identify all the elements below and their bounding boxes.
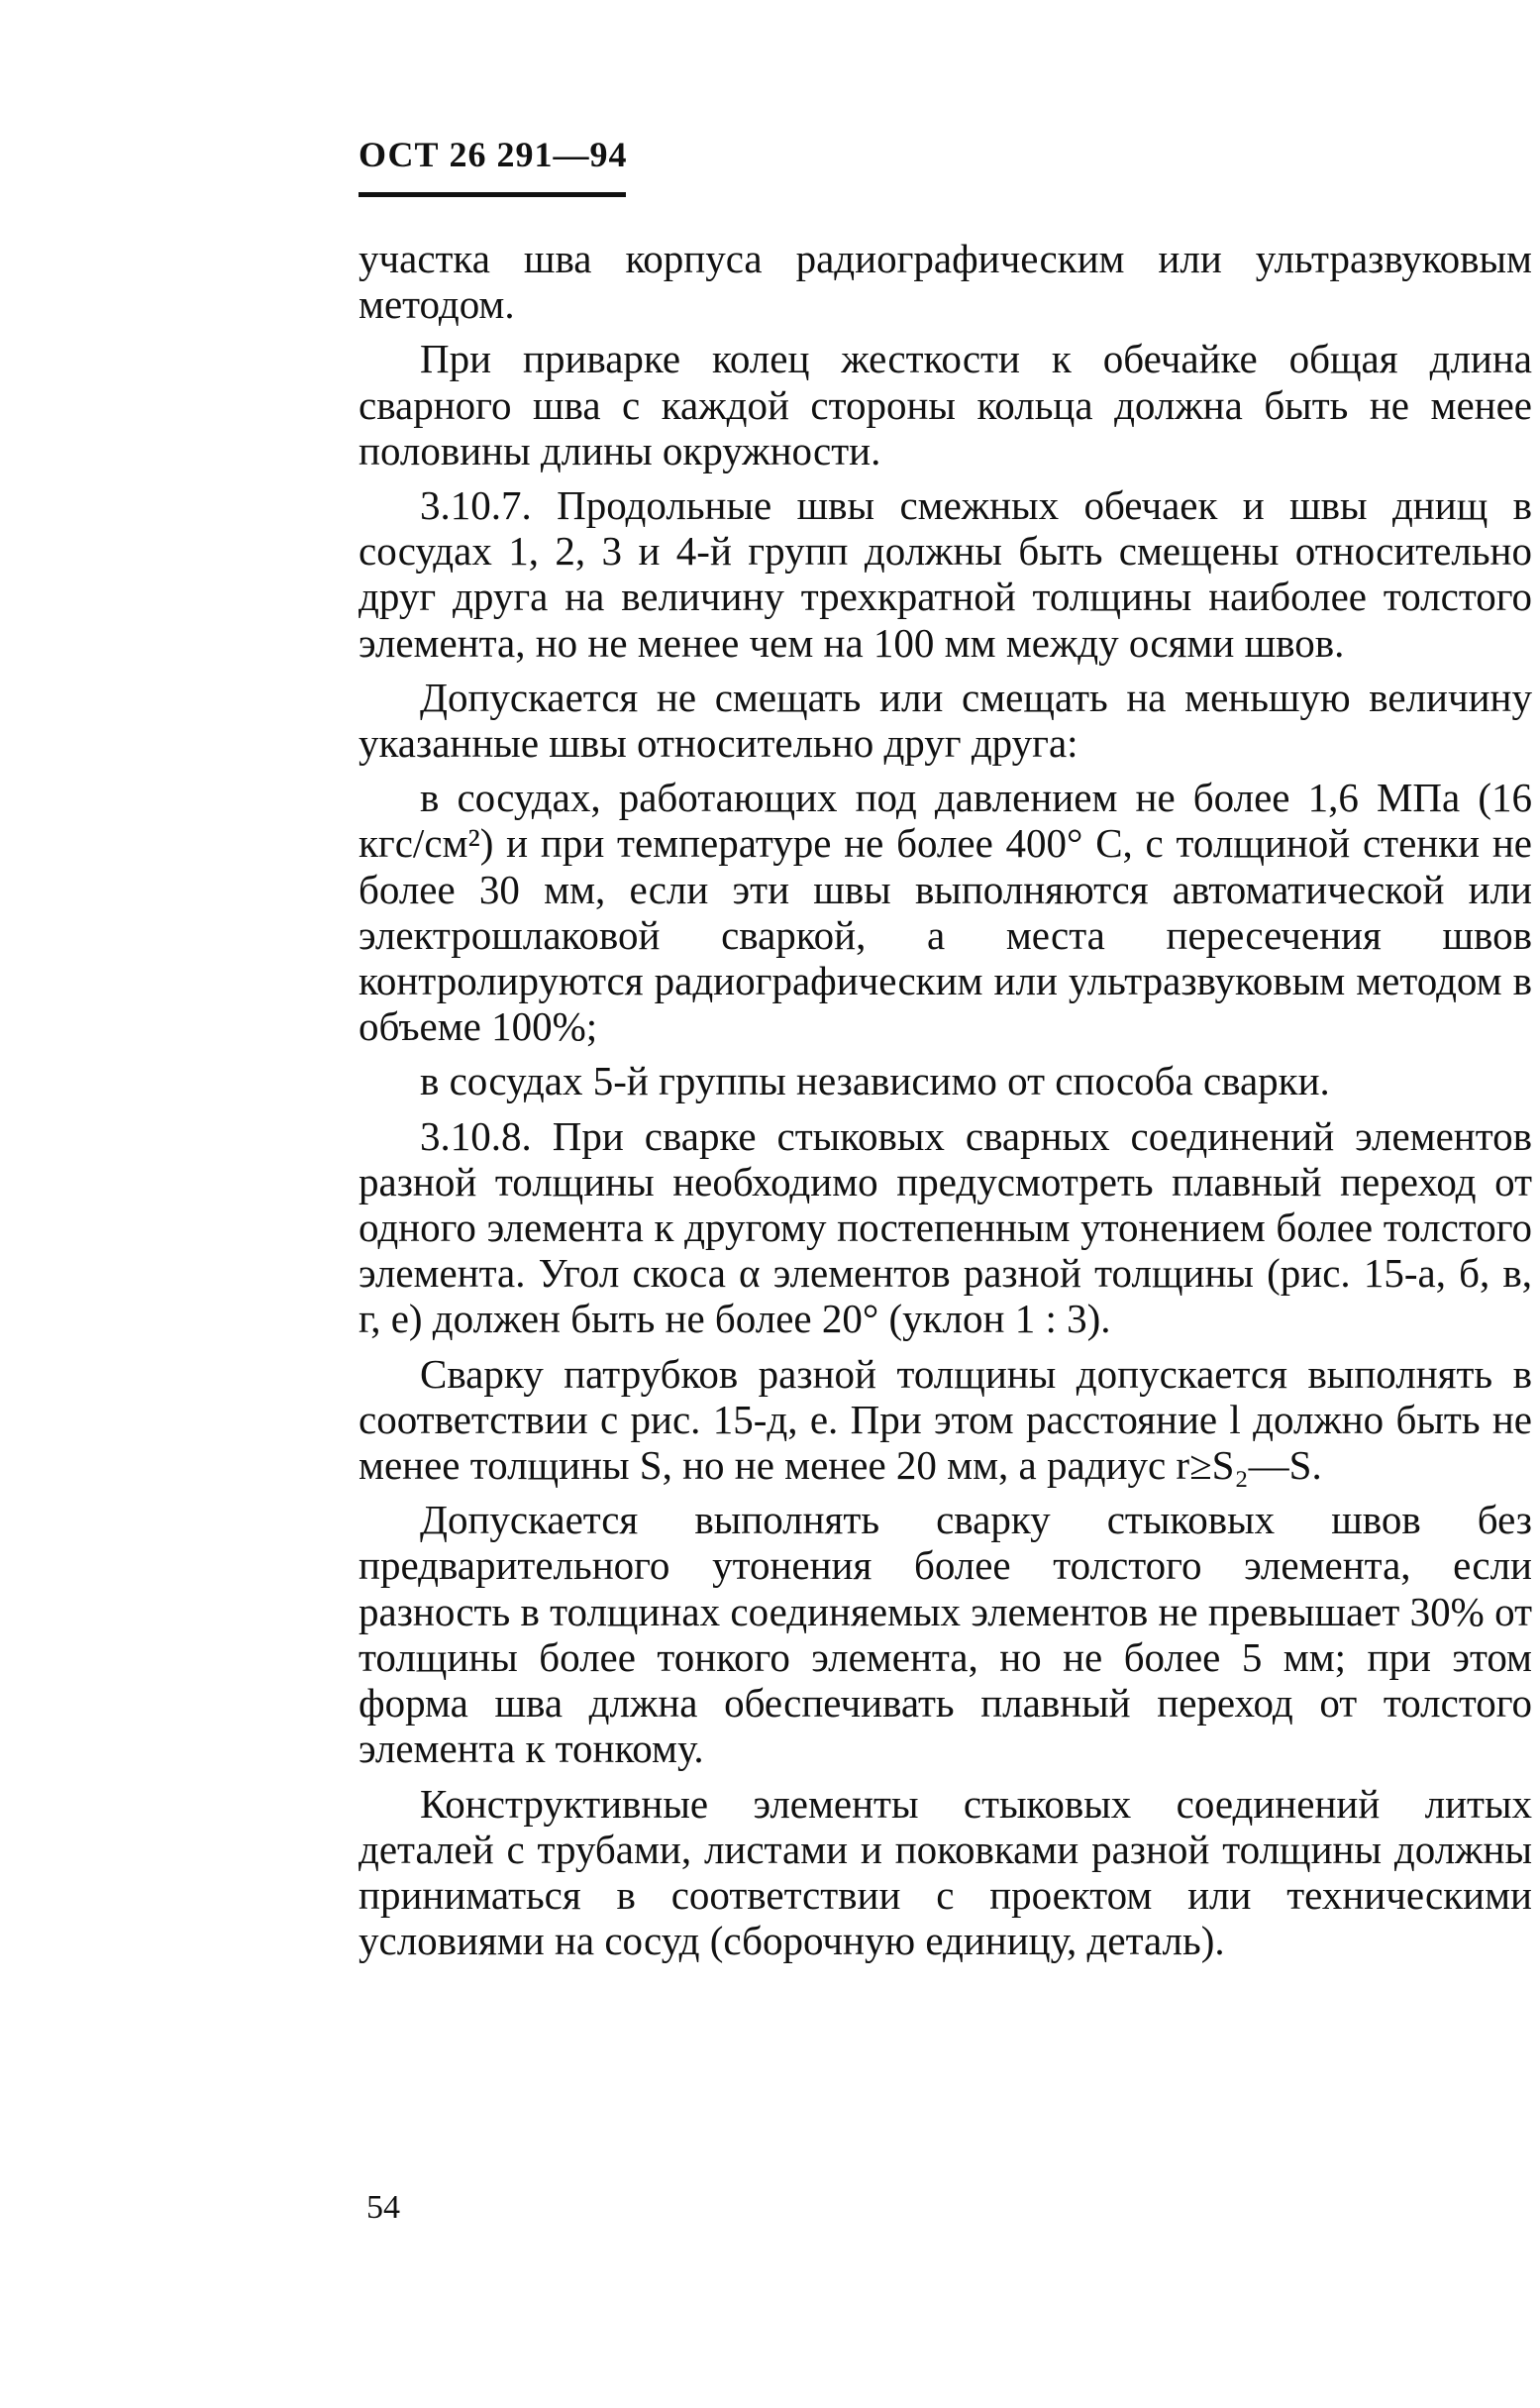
paragraph: Допускается выполнять сварку стыковых швов без предварительного утонения более толстого элемента, если разность в толщинах соединяемых элементов не превышает 30% от толщины более тонкого элемента, но не более 5 мм; при этом форма шва длжна обеспечивать плавный переход от толстого элемента к тонкому. [359,1497,1532,1772]
paragraph: в сосудах, работающих под давлением не более 1,6 МПа (16 кгс/см²) и при температуре не более 400° С, с толщиной стенки не более 30 мм, если эти швы выполняются автоматической или электрошлаковой сваркой, а места пересечения швов контролируются радиографическим или ультразвуковым методом в объеме 100%; [359,775,1532,1050]
paragraph: При приварке колец жесткости к обечайке общая длина сварного шва с каждой стороны кольца должна быть не менее половины длины окружности. [359,336,1532,473]
paragraph: 3.10.7. Продольные швы смежных обечаек и швы днищ в сосудах 1, 2, 3 и 4-й групп должны быть смещены относительно друг друга на величину трехкратной толщины наиболее толстого элемента, но не менее чем на 100 мм между осями швов. [359,482,1532,666]
paragraph: в сосудах 5-й группы независимо от способа сварки. [420,1058,1330,1104]
paragraph: Сварку патрубков разной толщины допускается выполнять в соответствии с рис. 15-д, е. При этом расстояние l должно быть не менее толщины S, но не менее 20 мм, а радиус r≥S₂—S. [359,1350,1532,1489]
paragraph: Допускается не смещать или смещать на меньшую величину указанные швы относительно друг друга: [359,674,1532,767]
paragraph: Конструктивные элементы стыковых соединений литых деталей с трубами, листами и поковками разной толщины должны приниматься в соответствии с проектом или техническими условиями на сосуд (сборочную единицу, деталь). [359,1780,1532,1964]
page-number: 54 [366,2189,400,2226]
header-underline [359,192,626,197]
paragraph: участка шва корпуса радиографическим или ультразвуковым методом. [359,236,1532,328]
document-code-header: ОСТ 26 291—94 [359,135,628,174]
paragraph: 3.10.8. При сварке стыковых сварных соединений элементов разной толщины необходимо предусмотреть плавный переход от одного элемента к другому постепенным утонением более толстого элемента. Угол скоса α элементов разной толщины (рис. 15-а, б, в, г, е) должен быть не более 20° (уклон 1 : 3). [359,1112,1532,1342]
body-text [359,236,1532,1972]
